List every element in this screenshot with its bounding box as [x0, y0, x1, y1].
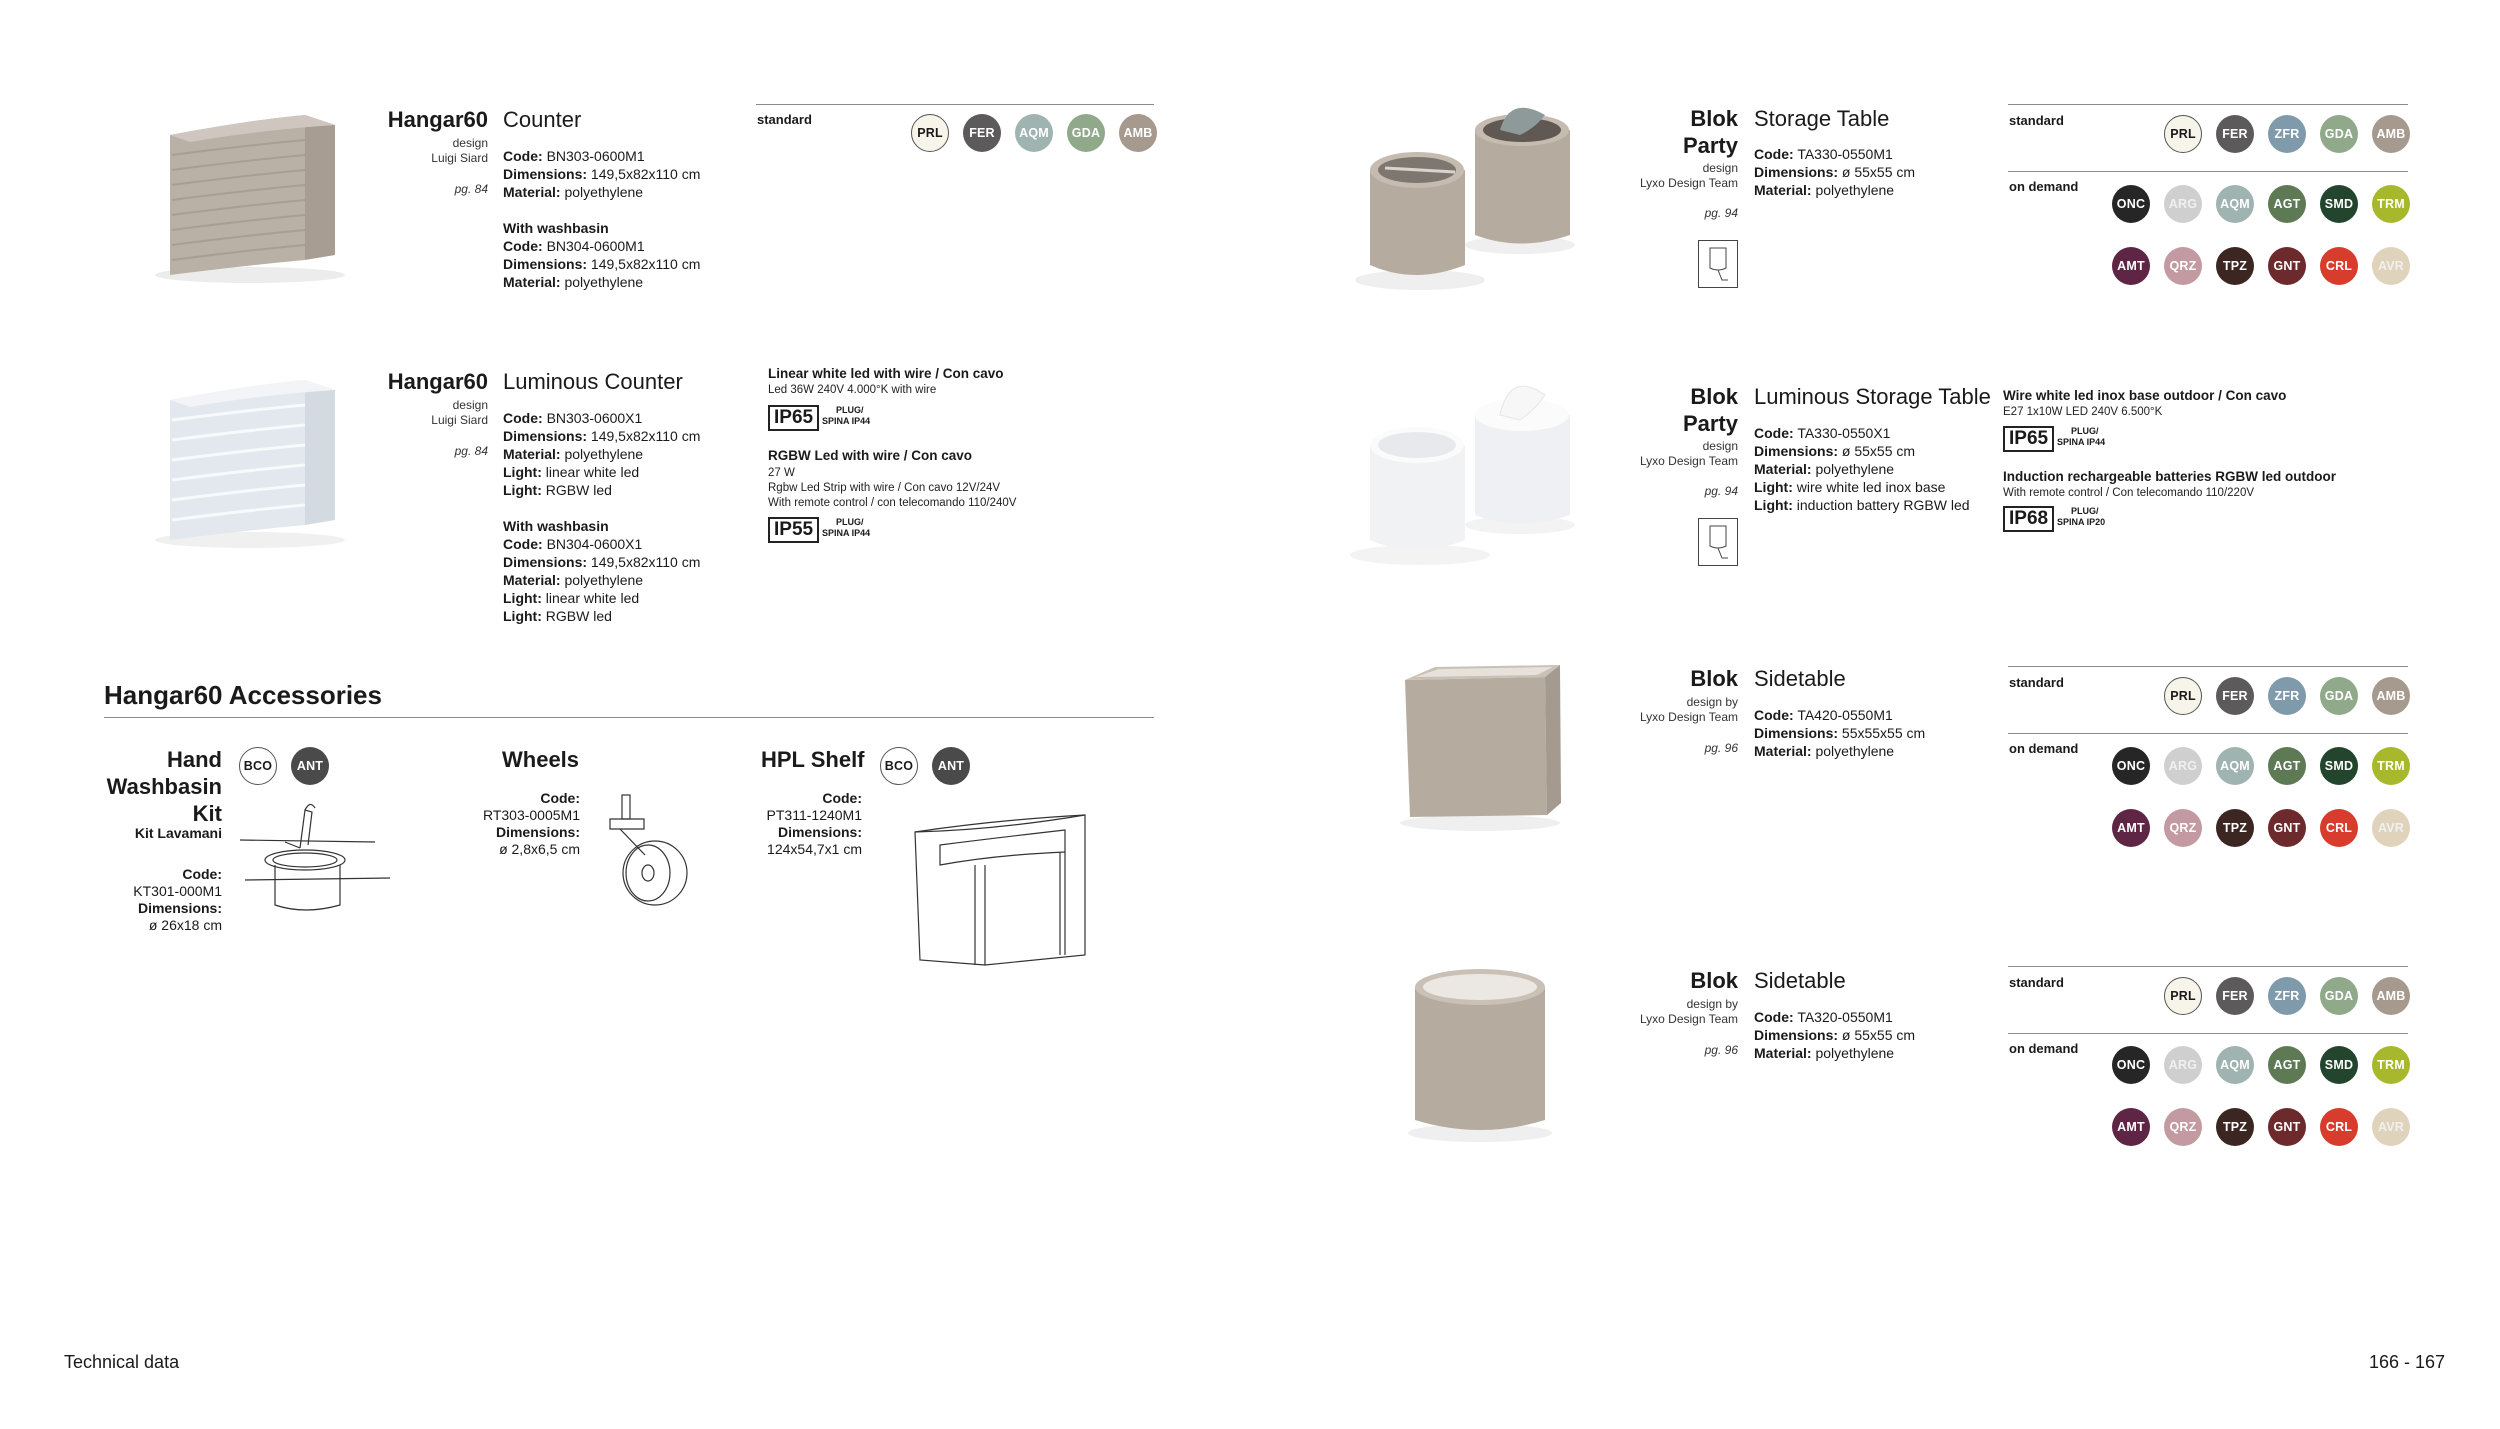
color-swatch-prl: PRL [2164, 677, 2202, 715]
plug-rating: PLUG/ SPINA IP44 [822, 517, 871, 538]
color-swatch-aqm: AQM [1015, 114, 1053, 152]
light-option-description: With remote control / Con telecomando 110/220V [2003, 487, 2255, 499]
light-option-title: Linear white led with wire / Con cavo [768, 366, 1004, 381]
page-reference: pg. 84 [454, 444, 488, 458]
page-numbers: 166 - 167 [2368, 1352, 2445, 1372]
color-swatch-avr: AVR [2372, 809, 2410, 847]
color-swatch-qrz: QRZ [2164, 247, 2202, 285]
color-swatch-aqm: AQM [2216, 1046, 2254, 1084]
color-swatch-fer: FER [2216, 115, 2254, 153]
color-swatch-fer: FER [2216, 977, 2254, 1015]
color-swatch-aqm: AQM [2216, 185, 2254, 223]
color-swatch-agt: AGT [2268, 1046, 2306, 1084]
divider [2008, 1033, 2408, 1034]
designer-name: Lyxo Design Team [1639, 1012, 1738, 1026]
standard-label: standard [2009, 675, 2064, 690]
accessory-name: Hand Washbasin Kit [106, 747, 222, 826]
product-specs: Code: BN303-0600X1 Dimensions: 149,5x82x110 cm Material: polyethylene Light: linear white led Light: RGBW led With washbasin Code: BN304-0600X1 Dimensions: 149,5x82x110 cm Material: polyethylene Light: linear white led Light: RGBW led [503, 410, 701, 624]
color-swatch-trm: TRM [2372, 185, 2410, 223]
color-swatch-arg: ARG [2164, 747, 2202, 785]
accessory-specs: Code: PT311-1240M1 Dimensions: 124x54,7x1 cm [766, 790, 862, 857]
color-swatch-amb: AMB [1119, 114, 1157, 152]
hpl-shelf-drawing [915, 810, 1090, 970]
color-swatch-qrz: QRZ [2164, 1108, 2202, 1146]
color-swatch-amb: AMB [2372, 115, 2410, 153]
accessory-specs: Code: KT301-000M1 Dimensions: ø 26x18 cm [133, 866, 222, 933]
footer-section-label: Technical data [64, 1352, 180, 1372]
product-name: Hangar60 [387, 107, 488, 132]
color-swatch-crl: CRL [2320, 1108, 2358, 1146]
storage-table-image [1360, 100, 1585, 295]
product-title: Counter [503, 107, 582, 132]
color-swatch-bco: BCO [880, 747, 918, 785]
lamp-icon [1698, 518, 1738, 566]
color-swatch-qrz: QRZ [2164, 809, 2202, 847]
product-name: Blok [1690, 968, 1738, 993]
divider [2008, 171, 2408, 172]
page-reference: pg. 94 [1704, 206, 1738, 220]
lamp-icon [1698, 240, 1738, 288]
divider [2008, 733, 2408, 734]
on-demand-label: on demand [2009, 1041, 2079, 1056]
wheel-drawing [600, 795, 700, 910]
color-swatch-onc: ONC [2112, 747, 2150, 785]
luminous-storage-table-image [1355, 375, 1585, 570]
accessory-subtitle: Kit Lavamani [134, 825, 222, 841]
product-name: Blok Party [1682, 384, 1738, 436]
product-title: Storage Table [1754, 106, 1890, 131]
color-swatch-agt: AGT [2268, 185, 2306, 223]
light-option-description: 27 W Rgbw Led Strip with wire / Con cavo 12V/24V With remote control / con telecomando 110/240V [768, 467, 1017, 509]
light-option-title: Induction rechargeable batteries RGBW led outdoor [2003, 469, 2337, 484]
standard-label: standard [757, 112, 812, 127]
color-swatch-arg: ARG [2164, 1046, 2202, 1084]
design-label: design [1702, 439, 1738, 453]
color-swatch-agt: AGT [2268, 747, 2306, 785]
product-specs: Code: TA420-0550M1 Dimensions: 55x55x55 cm Material: polyethylene [1754, 707, 1926, 759]
accessories-title: Hangar60 Accessories [104, 680, 382, 710]
color-swatch-amt: AMT [2112, 809, 2150, 847]
color-swatch-gnt: GNT [2268, 1108, 2306, 1146]
page-reference: pg. 96 [1704, 741, 1738, 755]
divider [2008, 966, 2408, 967]
color-swatch-onc: ONC [2112, 185, 2150, 223]
design-label: design [452, 136, 488, 150]
accessory-name: HPL Shelf [761, 747, 865, 772]
color-swatch-crl: CRL [2320, 247, 2358, 285]
standard-label: standard [2009, 113, 2064, 128]
design-label: design by [1686, 695, 1738, 709]
color-swatch-zfr: ZFR [2268, 115, 2306, 153]
designer-name: Luigi Siard [431, 151, 488, 165]
page-reference: pg. 84 [454, 182, 488, 196]
color-swatch-arg: ARG [2164, 185, 2202, 223]
color-swatch-tpz: TPZ [2216, 1108, 2254, 1146]
designer-name: Lyxo Design Team [1639, 176, 1738, 190]
color-swatch-gda: GDA [1067, 114, 1105, 152]
plug-rating: PLUG/ SPINA IP44 [2057, 426, 2106, 447]
divider [756, 104, 1154, 105]
light-option-title: RGBW Led with wire / Con cavo [768, 448, 973, 463]
standard-label: standard [2009, 975, 2064, 990]
on-demand-label: on demand [2009, 741, 2079, 756]
designer-name: Lyxo Design Team [1639, 710, 1738, 724]
design-label: design [1702, 161, 1738, 175]
color-swatch-amt: AMT [2112, 247, 2150, 285]
color-swatch-gnt: GNT [2268, 247, 2306, 285]
color-swatch-smd: SMD [2320, 185, 2358, 223]
color-swatch-smd: SMD [2320, 747, 2358, 785]
product-name: Hangar60 [387, 369, 488, 394]
plug-rating: PLUG/ SPINA IP20 [2057, 506, 2106, 527]
product-specs: Code: BN303-0600M1 Dimensions: 149,5x82x110 cm Material: polyethylene With washbasin Code: BN304-0600M1 Dimensions: 149,5x82x110 cm Material: polyethylene [503, 148, 701, 290]
on-demand-label: on demand [2009, 179, 2079, 194]
square-sidetable-image [1395, 665, 1570, 835]
color-swatch-fer: FER [963, 114, 1001, 152]
ip-rating-badge: IP55 [768, 517, 819, 543]
color-swatch-prl: PRL [2164, 977, 2202, 1015]
product-specs: Code: TA320-0550M1 Dimensions: ø 55x55 cm Material: polyethylene [1754, 1009, 1916, 1061]
product-title: Luminous Storage Table [1754, 384, 1991, 409]
color-swatch-gnt: GNT [2268, 809, 2306, 847]
round-sidetable-image [1400, 965, 1560, 1145]
product-title: Luminous Counter [503, 369, 683, 394]
divider [2008, 104, 2408, 105]
color-swatch-onc: ONC [2112, 1046, 2150, 1084]
divider [104, 717, 1154, 718]
product-name: Blok [1690, 666, 1738, 691]
product-title: Sidetable [1754, 968, 1846, 993]
color-swatch-ant: ANT [291, 747, 329, 785]
color-swatch-fer: FER [2216, 677, 2254, 715]
color-swatch-gda: GDA [2320, 677, 2358, 715]
light-option-title: Wire white led inox base outdoor / Con cavo [2003, 388, 2287, 403]
design-label: design [452, 398, 488, 412]
color-swatch-trm: TRM [2372, 1046, 2410, 1084]
luminous-counter-image [150, 375, 350, 550]
plug-rating: PLUG/ SPINA IP44 [822, 405, 871, 426]
product-name: Blok Party [1682, 106, 1738, 158]
accessory-specs: Code: RT303-0005M1 Dimensions: ø 2,8x6,5 cm [482, 790, 580, 857]
color-swatch-amb: AMB [2372, 977, 2410, 1015]
color-swatch-aqm: AQM [2216, 747, 2254, 785]
color-swatch-bco: BCO [239, 747, 277, 785]
divider [2008, 666, 2408, 667]
color-swatch-trm: TRM [2372, 747, 2410, 785]
color-swatch-crl: CRL [2320, 809, 2358, 847]
color-swatch-gda: GDA [2320, 115, 2358, 153]
color-swatch-smd: SMD [2320, 1046, 2358, 1084]
designer-name: Luigi Siard [431, 413, 488, 427]
ip-rating-badge: IP68 [2003, 506, 2054, 532]
light-option-description: E27 1x10W LED 240V 6.500°K [2003, 406, 2163, 418]
color-swatch-avr: AVR [2372, 1108, 2410, 1146]
designer-name: Lyxo Design Team [1639, 454, 1738, 468]
color-swatch-prl: PRL [2164, 115, 2202, 153]
color-swatch-zfr: ZFR [2268, 677, 2306, 715]
color-swatch-prl: PRL [911, 114, 949, 152]
color-swatch-zfr: ZFR [2268, 977, 2306, 1015]
accessory-name: Wheels [502, 747, 580, 772]
product-specs: Code: TA330-0550M1 Dimensions: ø 55x55 cm Material: polyethylene [1754, 146, 1916, 198]
color-swatch-gda: GDA [2320, 977, 2358, 1015]
color-swatch-amb: AMB [2372, 677, 2410, 715]
page-reference: pg. 94 [1704, 484, 1738, 498]
product-title: Sidetable [1754, 666, 1846, 691]
page-reference: pg. 96 [1704, 1043, 1738, 1057]
counter-image [150, 110, 350, 285]
color-swatch-tpz: TPZ [2216, 247, 2254, 285]
color-swatch-ant: ANT [932, 747, 970, 785]
color-swatch-avr: AVR [2372, 247, 2410, 285]
product-specs: Code: TA330-0550X1 Dimensions: ø 55x55 cm Material: polyethylene Light: wire white led inox base Light: induction battery RGBW led [1754, 425, 1970, 513]
ip-rating-badge: IP65 [2003, 426, 2054, 452]
washbasin-kit-drawing [240, 800, 400, 925]
color-swatch-amt: AMT [2112, 1108, 2150, 1146]
light-option-description: Led 36W 240V 4.000°K with wire [768, 384, 937, 396]
ip-rating-badge: IP65 [768, 405, 819, 431]
design-label: design by [1686, 997, 1738, 1011]
color-swatch-tpz: TPZ [2216, 809, 2254, 847]
